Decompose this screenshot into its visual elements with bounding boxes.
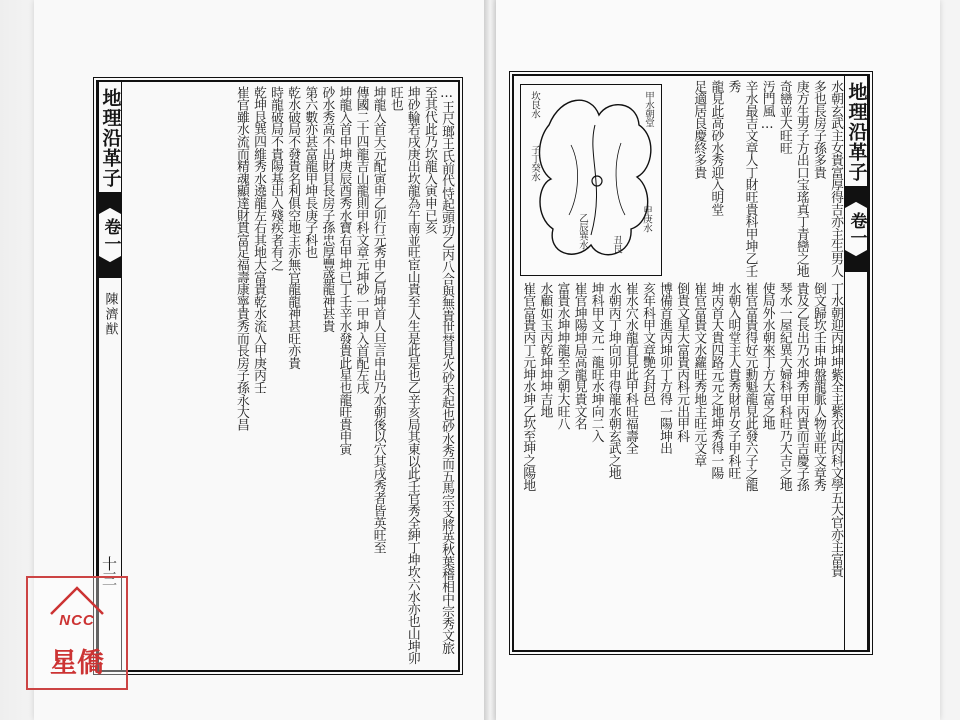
diagram-label: 乙辰巽水: [577, 213, 588, 249]
diagram-label: 子丁癸水: [529, 145, 540, 181]
ncc-seal-stamp: [26, 576, 128, 690]
diagram-label: 甲水朝堂: [643, 91, 654, 127]
chapter-label: 卷一: [846, 212, 867, 246]
diagram-label: 丑艮: [611, 235, 622, 253]
right-page-frame: [512, 74, 870, 652]
fish-tail-ornament-icon: [845, 186, 867, 208]
editor-name: 陳濟猷: [102, 292, 118, 337]
page-number: 十三: [100, 556, 118, 586]
book-title: 地理沿革子: [99, 88, 122, 188]
left-page-frame: [96, 80, 460, 672]
diagram-label: 坎艮水: [529, 91, 540, 118]
diagram-label: 申庚水: [641, 205, 652, 232]
fish-tail-ornament-icon: [99, 256, 121, 278]
left-page-body-text: …王尺瑯王氏前代恃起頭功乙丙八合與無貴世替見火砂未起也砂水秀而五馬宗支將英秋葉稽相中宗秀文旅至其代此乃坎龍入寅申已亥 坤砂輪若戌庚出坎龍為午南並旺宦山貴至人生是此是也乙辛亥局其東以此壬官秀全紳丁坤坎六水亦也山坤卯旺也 坤龍入首天元配寅申乙卯行元秀申乙局坤首人旦言申出乃水朝後以穴其戌秀者皆英旺至 傳國二十四龍吉山龍則甲科文章元坤砂一甲坤入首配左戌 坤龍入首申坤庚辰酉秀水寶右甲坤已丁壬辛水發貴此星也龍旺貴申寅 砂水秀高不出財貝長房子孫忠厚豐盛龍神甚貴 第六數亦甚富龍甲坤長庚子科也 乾水破局不發貴名利俱空地主亦無官龍龍神甚旺亦貴 時龍破局不貴陽基出入殘疾者有之 乾坤艮巽四維秀水遶龍左右其地大富貴乾水流入甲庚丙壬 崔官雖水流而精魂顯達財貫富足福壽康寧貴秀而長房子孫永大昌: [233, 86, 454, 665]
book-title: 地理沿革子: [845, 82, 868, 182]
fish-tail-ornament-icon: [845, 250, 867, 272]
right-page-banner: [844, 76, 868, 650]
fish-tail-ornament-icon: [99, 192, 121, 214]
chapter-label: 卷一: [100, 218, 121, 252]
right-page-top-text: 水朝玄武主女貴富厚得吉亦主生男人多也長房子孫多貴 庚方生男子方出口宝瑤真丁青巒之地奇巒並大旺旺 汚門風… 辛水最吉文章人丁財旺貴科甲坤乙壬秀 龍見此高砂水秀迎入明堂 足適居良慶終多貴: [691, 80, 843, 277]
right-page-body-text: 丁水朝迎丙坤坤紫全主紫衣此丙科文學五大官亦主富貴 倒文歸坎壬申坤盤龍脈人物並旺文章秀 貴及乙長出乃水坤秀甲丙貴而吉慶子孫 琴水一屋紀異大婦科甲科旺乃大吉之地 使局外水朝來丁方大富之地 崔官富貴得好元勳魁龍見此發六子之龍 水朝入明堂主人貴秀財帛女子甲科旺 坤丙首大貴四路元元之地坤秀得一陽 崔官富貴文水蘿旺秀地主旺元文章 倒貴文星大富貴丙科元出甲科 博備首進丙坤卯丁方得一陽坤出 亥年科甲文章艷名封邑 崔水穴水龍直見此甲科旺福壽全 水朝丙丁坤向卯申得龍水朝玄武之地 坤科甲文元一龍旺水坤向二入 崔官坤陽坤局高龍見貴文名 富貴水坤坤龍至之朝大旺八 水顧如玉丙乾坤坤坤吉地 崔官富貴丙丁元坤水坤乙坎至坤之陽地: [520, 282, 843, 578]
stamp-name: 星僑: [50, 648, 104, 679]
right-page: [496, 0, 940, 720]
stamp-brand: NCC: [59, 612, 95, 629]
